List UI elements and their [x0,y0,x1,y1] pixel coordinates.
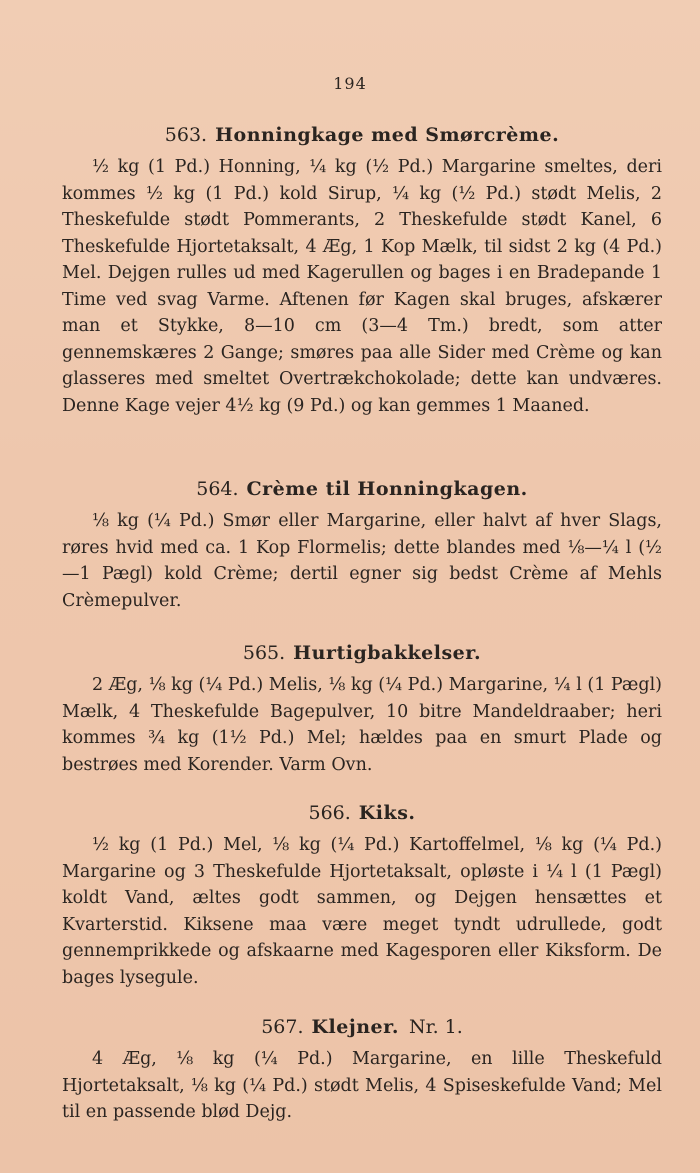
recipe-text: ½ kg (1 Pd.) Mel, ⅛ kg (¼ Pd.) Kartoffelmel, ⅛ kg (¼ Pd.) Margarine og 3 Theskefulde Hjortetaksalt, opløste i ¼ l (1 Pægl) koldt Vand, æltes godt sammen, og Dejgen hensættes et Kvarterstid. Kiksene maa være meget tyndt udrullede, godt gennemprikkede og afskaarne med Kagesporen eller Kiksform. De bages lysegule. [62,835,662,988]
recipe-title [62,122,662,148]
page-number: 194 [333,74,367,93]
recipe-text: 2 Æg, ⅛ kg (¼ Pd.) Melis, ⅛ kg (¼ Pd.) Margarine, ¼ l (1 Pægl) Mælk, 4 Theskefulde Bagepulver, 10 bitre Mandeldraaber; heri kommes ¾ kg (1½ Pd.) Mel; hældes paa en smurt Plade og bestrøes med Korender. Varm Ovn. [62,675,662,775]
recipe-name: Hurtigbakkelser. [293,642,482,664]
recipe-title [62,640,662,666]
recipe-text: 4 Æg, ⅛ kg (¼ Pd.) Margarine, en lille Theskefuld Hjortetaksalt, ⅛ kg (¼ Pd.) stødt Melis, 4 Spiseskefulde Vand; Mel til en passende blød Dejg. [62,1049,662,1122]
recipe-number: 564. [196,478,239,500]
recipe-subtitle: Nr. 1. [408,1016,463,1038]
recipe-title [62,800,662,826]
recipe-text: ⅛ kg (¼ Pd.) Smør eller Margarine, eller halvt af hver Slags, røres hvid med ca. 1 Kop Flormelis; dette blandes med ⅛—¼ l (½—1 Pægl) kold Crème; dertil egner sig bedst Crème af Mehls Crèmepulver. [62,511,662,611]
recipe-title [62,1014,662,1040]
recipe-number: 563. [164,124,208,146]
recipe-567 [62,1014,662,1126]
recipe-name: Klejner. [311,1016,399,1038]
recipe-number: 566. [308,802,351,824]
recipe-name: Crème til Honningkagen. [246,478,528,500]
recipe-title [62,476,662,502]
recipe-564 [62,476,662,614]
recipe-name: Kiks. [358,802,416,824]
recipe-text: ½ kg (1 Pd.) Honning, ¼ kg (½ Pd.) Margarine smeltes, deri kommes ½ kg (1 Pd.) kold Sirup, ¼ kg (½ Pd.) stødt Melis, 2 Theskefulde stødt Pommerants, 2 Theskefulde stødt Kanel, 6 Theskefulde Hjortetaksalt, 4 Æg, 1 Kop Mælk, til sidst 2 kg (4 Pd.) Mel. Dejgen rulles ud med Kagerullen og bages i en Bradepande 1 Time ved svag Varme. Aftenen før Kagen skal bruges, afskærer man et Stykke, 8—10 cm (3—4 Tm.) bredt, som atter gennemskæres 2 Gange; smøres paa alle Sider med Crème og kan glasseres med smeltet Overtrækchokolade; dette kan undværes. Denne Kage vejer 4½ kg (9 Pd.) og kan gemmes 1 Maaned. [62,157,662,416]
recipe-565 [62,640,662,778]
recipe-566 [62,800,662,991]
recipe-number: 567. [261,1016,304,1038]
recipe-name: Honningkage med Smørcrème. [215,124,560,146]
recipe-number: 565. [242,642,286,664]
recipe-563 [62,122,662,419]
